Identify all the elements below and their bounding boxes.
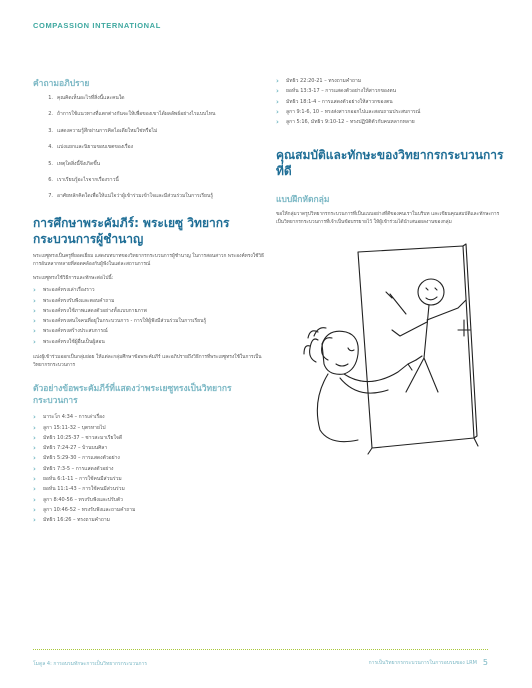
list-item: › มัทธิว 22:20-21 – ทรงถามคำถาม [276, 77, 362, 86]
list-item: › มัทธิว 7:24-27 – บ้านบนศิลา [33, 444, 108, 453]
list-item: › มัทธิว 10:25-37 – ชาวสะมาเรียใจดี [33, 433, 123, 442]
page-number: 5 [482, 658, 488, 667]
list-item: 7. อาศัยหลักคิดใดเพื่อให้แน่ใจว่าผู้เข้าร่วมเข้าใจและมีส่วนร่วมในการเรียนรู้ [48, 193, 214, 200]
list-item: › ลูกา 9:1-6, 10 – ทรงส่งสาวกออกไปและสอบถามประสบการณ์ [276, 108, 421, 117]
chevron-right-icon: › [276, 118, 279, 127]
footer-right-text: การเป็นวิทยากรกระบวนการในการอบรมของ LRM [368, 659, 477, 666]
chevron-right-icon: › [33, 464, 36, 473]
examples-title: ตัวอย่างข้อพระคัมภีร์ที่แสดงว่าพระเยซูทรงเป็นวิทยากรกระบวนการ [33, 384, 232, 407]
flipchart-board [358, 246, 474, 448]
chevron-right-icon: › [276, 97, 279, 106]
chevron-right-icon: › [33, 306, 36, 315]
list-item: › มัทธิว 7:3-5 – การแสดงตัวอย่าง [33, 464, 114, 473]
footer-left-text: โมดูล 4: การอบรมทักษะการเป็นวิทยากรกระบวนการ [33, 661, 148, 667]
chevron-right-icon: › [33, 433, 36, 442]
list-item: 6. เราเรียนรู้อะไรจากเรื่องราวนี้ [48, 176, 119, 183]
list-item: › ลูกา 15:11-32 – บุตรหายไป [33, 423, 106, 432]
chevron-right-icon: › [33, 337, 36, 346]
chevron-right-icon: › [33, 286, 36, 295]
chevron-right-icon: › [33, 317, 36, 326]
footer-right [369, 658, 488, 667]
list-item: › มัทธิว 18:1-4 – การแสดงตัวอย่างให้สาวกของตน [276, 97, 393, 106]
list-item: › มัทธิว 16:26 – ทรงถามคำถาม [33, 516, 110, 525]
list-item: › ยอห์น 13:3-17 – การแสดงตัวอย่างให้สาวกของตน [276, 87, 396, 96]
list-item: › พระองค์ทรงรับฟังและตอบคำถาม [33, 296, 115, 305]
list-item: › มัทธิว 5:29-30 – การแสดงตัวอย่าง [33, 454, 120, 463]
intro-paragraph: พระเยซูทรงเป็นครูที่ยอดเยี่ยม แสดงบทบาทของวิทยากรกระบวนการผู้ชำนาญ ในการสอนสาวก พระองค์ทรงใช้วิธีการอันหลากหลายที่สอดคล้องกับผู้ฟังในแต่ละสถานการณ์ [33, 254, 264, 267]
continued-examples-list [276, 76, 504, 127]
list-item: › พระองค์ทรงสนใจคนที่อยู่ในกระบวนการ - การให้ผู้ฟังมีส่วนร่วมในการเรียนรู้ [33, 317, 207, 326]
chevron-right-icon: › [276, 108, 279, 117]
stick-figure-head [418, 279, 444, 305]
examples-list [33, 412, 265, 525]
brand-header: COMPASSION INTERNATIONAL [33, 21, 161, 30]
list-item: 2. ถ้าการใช้แนวทางที่แตกต่างกันจะให้เพื่อของเขาได้ผลลัพธ์อย่างไรแบบไหน [48, 111, 216, 118]
qualities-section-heading: คุณสมบัติและทักษะของวิทยากรกระบวนการที่ดี [276, 148, 504, 179]
discussion-list [33, 95, 265, 199]
chevron-right-icon: › [33, 475, 36, 484]
chevron-right-icon: › [276, 77, 279, 86]
facilitator-arm [344, 360, 416, 382]
list-item: › มาระโก 4:34 – การเล่าเรื่อง [33, 413, 105, 422]
footer-divider [33, 649, 488, 650]
right-column [276, 76, 504, 227]
chevron-right-icon: › [33, 454, 36, 463]
list-item: › ยอห์น 11:1-43 – การใช้คนมีส่วนร่วม [33, 485, 125, 494]
list-item: › พระองค์ทรงเล่าเรื่องราว [33, 286, 95, 295]
list-item: 3. แสดงความรู้สึกผ่านการคิดไอเดียใหม่ใช่หรือไม่ [48, 127, 158, 134]
list-item: › พระองค์ทรงสร้างประสบการณ์ [33, 327, 108, 336]
list-item: › ลูกา 8:40-56 – ทรงรับฟังและปรับตัว [33, 495, 123, 504]
list-item: 5. เหตุใดสิ่งนี้จึงเกิดขึ้น [48, 160, 101, 167]
qualities-list [33, 285, 265, 347]
list-item: › พระองค์ทรงใช้ภาพแสดงตัวอย่างทั้งแบบกายภาพ [33, 306, 147, 315]
qualities-lead: พระเยซูทรงใช้วิธีการและทักษะต่อไปนี้: [33, 275, 114, 281]
closing-paragraph: แบ่งผู้เข้าร่วมออกเป็นกลุ่มย่อย ให้แต่ละกลุ่มศึกษาข้อพระคัมภีร์ และอภิปรายถึงวิธีการที่พระเยซูทรงใช้ในการเป็นวิทยากรกระบวนการ [33, 354, 262, 368]
facilitator-sketch-illustration [288, 240, 498, 455]
list-item: › พระองค์ทรงใช้ผู้อื่นเป็นผู้สอน [33, 337, 105, 346]
activity-title: แบบฝึกหัดกลุ่ม [276, 195, 330, 206]
list-item: › ลูกา 10:46-52 – ทรงรับฟังและถามคำถาม [33, 505, 136, 514]
list-item: 4. แบ่งแยกและนิยามขอบเขตของเรื่อง [48, 144, 134, 151]
list-item: › ลูกา 5:16, มัทธิว 9:10-12 – ทรงปฏิบัติตัวกับคนหลากหลาย [276, 118, 415, 127]
discussion-title: คำถามอภิปราย [33, 79, 90, 89]
chevron-right-icon: › [33, 505, 36, 514]
chevron-right-icon: › [33, 495, 36, 504]
activity-paragraph: ขอให้กลุ่มวาดรูปวิทยากรกระบวนการที่เป็นแบบอย่างที่ดีของคนเราในบริบท และเขียนคุณสมบัติและทักษะการเป็นวิทยากรกระบวนการที่เจ้าเป็นข้อบรรยายไว้ ให้ผู้เข้าร่วมได้นำเสนอผลงานของกลุ่ม [276, 212, 500, 226]
chevron-right-icon: › [33, 413, 36, 422]
chevron-right-icon: › [33, 516, 36, 525]
chevron-right-icon: › [33, 444, 36, 453]
left-column [33, 76, 265, 525]
chevron-right-icon: › [33, 485, 36, 494]
chevron-right-icon: › [33, 327, 36, 336]
chevron-right-icon: › [33, 296, 36, 305]
stick-figure-body [424, 305, 429, 358]
chevron-right-icon: › [276, 87, 279, 96]
bible-study-heading: การศึกษาพระคัมภีร์: พระเยซู วิทยากรกระบวนการผู้ชำนาญ [33, 216, 230, 247]
chevron-right-icon: › [33, 423, 36, 432]
list-item: 1. คุณคิดเห็นอะไรที่สิ่งนี้และคนใด [48, 95, 125, 101]
list-item: › ยอห์น 6:1-11 – การใช้คนมีส่วนร่วม [33, 475, 122, 484]
